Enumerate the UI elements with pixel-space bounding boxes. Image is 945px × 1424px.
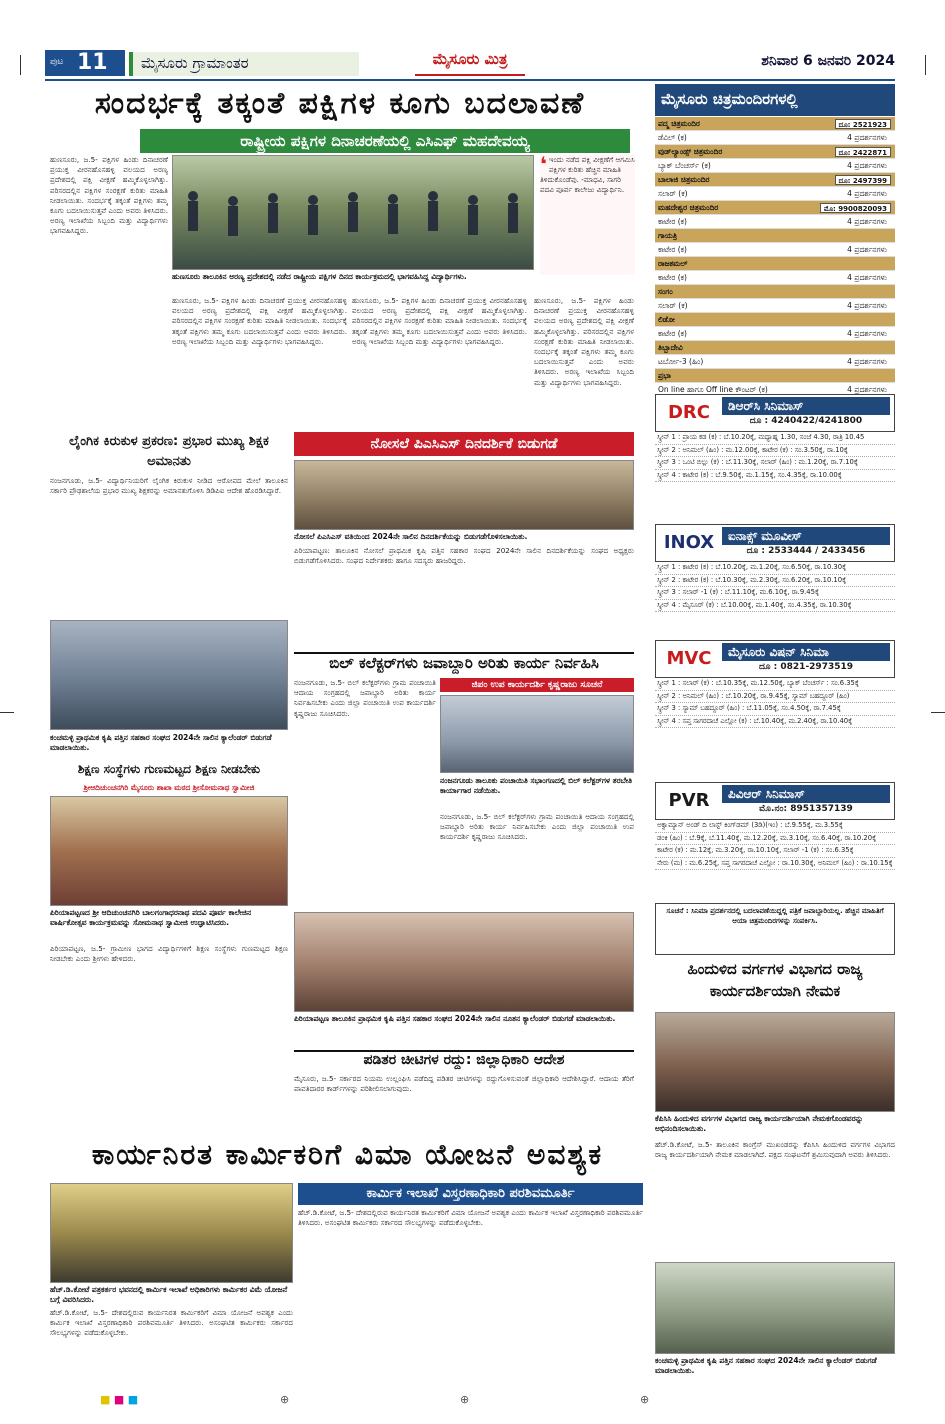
screen-listing: ಸ್ಕ್ರೀನ್ 2 : ಕಾಟೇರ (ಕ) : ಬೆ.10.30ಕ್ಕೆ, ಮ.2.30ಕ್ಕೆ, ಸಂ.6.20ಕ್ಕೆ, ರಾ.10.10ಕ್ಕೆ [655,575,895,588]
theatre-row [655,313,895,327]
story5-caption: ನಂಜನಗೂಡು ತಾಲೂಕು ಪಂಚಾಯಿತಿ ಸಭಾಂಗಣದಲ್ಲಿ ಬಿಲ್ ಕಲೆಕ್ಟರ್‌ಗಳ ತರಬೇತಿ ಕಾರ್ಯಾಗಾರ ನಡೆಯಿತು. [440,776,633,795]
screen-listing: ಸ್ಕ್ರೀನ್ 1 : ಪ್ರಾಯ ಕಡ (ಕ) : ಬೆ.10.20ಕ್ಕೆ, ಮಧ್ಯಾಹ್ನ 1.30, ಸಂಜೆ 4.30, ರಾತ್ರಿ 10.45 [655,432,895,445]
show-count: 4 ಪ್ರದರ್ಶನಗಳು [847,217,887,226]
lead-body-col3: ಹುಣಸೂರು, ಜ.5- ಪಕ್ಷಿಗಳ ಹಿಂಡು ದಿನಾಚರಣೆ ಪ್ರಯುಕ್ತ ವೀರನಹೊಸಹಳ್ಳಿ ವಲಯದ ಅರಣ್ಯ ಪ್ರದೇಶದಲ್ಲಿ ಪಕ್ಷಿ ವೀಕ್ಷಣೆ ಹಮ್ಮಿಕೊಳ್ಳಲಾಗಿತ್ತು. ಪರಿಸರದಲ್ಲಿನ ಪಕ್ಷಿಗಳ ಸಂರಕ್ಷಣೆ ಕುರಿತು ಮಾಹಿತಿ ನೀಡಲಾಯಿತು. ಸಂದರ್ಭಕ್ಕೆ ತಕ್ಕಂತೆ ಪಕ್ಷಿಗಳು ತಮ್ಮ ಕೂಗು ಬದಲಾಯಿಸುತ್ತವೆ ಎಂದು ಅವರು ತಿಳಿಸಿದರು. ಅರಣ್ಯ ಇಲಾಖೆಯ ಸಿಬ್ಬಂದಿ ಮತ್ತು ವಿದ್ಯಾರ್ಥಿಗಳು ಭಾಗವಹಿಸಿದ್ದರು. [352,296,527,346]
chain-logo-icon: INOX [663,532,715,553]
registration-mark-icon: ⊕ [460,1393,470,1406]
theatre-row [655,229,895,243]
film-name: ಕಾಟೇರ (ಕ) [658,273,687,282]
story7-body: ಮೈಸೂರು, ಜ.5- ಸರ್ಕಾರದ ನಿಯಮ ಉಲ್ಲಂಘಿಸಿ ಪಡೆದಿದ್ದ ಪಡಿತರ ಚೀಟಿಗಳನ್ನು ರದ್ದುಗೊಳಿಸುವಂತೆ ಜಿಲ್ಲಾಧಿಕಾರಿ ಆದೇಶಿಸಿದ್ದಾರೆ. ಆದಾಯ ತೆರಿಗೆ ಪಾವತಿದಾರರ ಕಾರ್ಡ್‌ಗಳನ್ನು ಪರಿಶೀಲಿಸಲಾಗುವುದು. [294,1074,634,1094]
film-row [655,159,895,173]
story4-subhead: ಶ್ರೀಆದಿಚುಂಚನಗಿರಿ ಮೈಸೂರು ಶಾಖಾ ಮಠದ ಶ್ರೀಸೋಮನಾಥ ಸ್ವಾಮೀಜಿ [50,782,288,794]
theatre-name: ಬಾಲಾಜಿ ಚಿತ್ರಮಂದಿರ [658,175,710,184]
crop-mark [0,712,14,713]
story7-headline: ಪಡಿತರ ಚೀಟಿಗಳ ರದ್ದು: ಜಿಲ್ಲಾಧಿಕಾರಿ ಆದೇಶ [294,1050,634,1072]
story4-body: ಪಿರಿಯಾಪಟ್ಟಣ, ಜ.5- ಗ್ರಾಮೀಣ ಭಾಗದ ವಿದ್ಯಾರ್ಥಿಗಳಿಗೆ ಶಿಕ್ಷಣ ಸಂಸ್ಥೆಗಳು ಗುಣಮಟ್ಟದ ಶಿಕ್ಷಣ ನೀಡಬೇಕು ಎಂದು ಶ್ರೀಗಳು ಹೇಳಿದರು. [50,944,288,964]
film-name: ಕಾಟೇರ (ಕ) [658,245,687,254]
film-row [655,187,895,201]
show-count: 4 ಪ್ರದರ್ಶನಗಳು [847,301,887,310]
screen-listing: ಸ್ಕ್ರೀನ್ 1 : ಸಲಾರ್ (ಕ) : ಬೆ.10.35ಕ್ಕೆ, ಮ.12.50ಕ್ಕೆ, ಬ್ಯಾಕ್ ಬೆಂಚರ್ಸ್ : ಸಂ.6.35ಕ್ಕೆ [655,678,895,691]
section-title: ಮೈಸೂರು ಗ್ರಾಮಾಂತರ [129,52,359,76]
film-row [655,215,895,229]
theatre-name: ಪ್ರಭಾ [658,371,671,380]
page-word: ಪುಟ [50,57,64,67]
show-count: 4 ಪ್ರದರ್ಶನಗಳು [847,357,887,366]
screen-listing: ಕಾಟೇರ (ಕ) : ಮ.12ಕ್ಕೆ, ಮ.3.20ಕ್ಕೆ, ರಾ.10.10ಕ್ಕೆ, ಸಲಾರ್ -1 (ಕ) : ಸಂ.6.35ಕ್ಕೆ [655,845,895,858]
color-bar-icon: ■ ■ ■ [100,1393,139,1406]
theatre-name: ಮಹದೇಶ್ವರ ಚಿತ್ರಮಂದಿರ [658,203,719,212]
lead-headline: ಸಂದರ್ಭಕ್ಕೆ ತಕ್ಕಂತೆ ಪಕ್ಷಿಗಳ ಕೂಗು ಬದಲಾವಣೆ [94,86,586,121]
chain-logo-icon: DRC [667,402,710,423]
right-story-headline: ಹಿಂದುಳಿದ ವರ್ಗಗಳ ವಿಭಾಗದ ರಾಜ್ಯ ಕಾರ್ಯದರ್ಶಿಯಾಗಿ ನೇಮಕ [687,960,863,1000]
screen-listing: ನೇರು (ಮ) : ಮ.6.25ಕ್ಕೆ, ಸಪ್ತ ಸಾಗರದಾಚೆ ಎಲ್ಲೋ : ರಾ.10.30ಕ್ಕೆ, ಅನಿಮಲ್ (ಹಿಂ) : ರಾ.10.15ಕ್ಕೆ [655,858,895,871]
chain-phone: ದೂ : 2533444 / 2433456 [746,546,866,556]
show-count: 4 ಪ್ರದರ್ಶನಗಳು [847,329,887,338]
film-row [655,271,895,285]
screen-listing: ಸ್ಕ್ರೀನ್ 2 : ಅನಿಮಲ್ (ಹಿಂ) : ಮ.12.00ಕ್ಕೆ, ಕಾಟೇರ (ಕ) : ಸಂ.3.50ಕ್ಕೆ, ರಾ.10ಕ್ಕೆ [655,445,895,458]
story5-photo [440,695,634,773]
lead-photo [172,155,534,270]
screen-listing: ಸ್ಕ್ರೀನ್ 4 : ಕಾಟೇರ (ಕ) : ಬೆ.9.50ಕ್ಕೆ, ಮ.1.15ಕ್ಕೆ, ಸಂ.4.35ಕ್ಕೆ, ರಾ.10.00ಕ್ಕೆ [655,470,895,483]
chain-phone: ಮೊ.ನಂ: 8951357139 [759,804,853,814]
screen-listing: ಸ್ಕ್ರೀನ್ 2 : ಅನಿಮಲ್ (ಹಿಂ) : ಬೆ.10.20ಕ್ಕೆ, ರಾ.9.45ಕ್ಕೆ, ಸ್ಯಾಮ್ ಬಹದ್ದೂರ್ (ಹಿಂ) [655,691,895,704]
theatre-phone: ದೂ: 2521923 [835,119,891,129]
cinema-chain-mvc [655,640,895,780]
right-story-caption: ಕೆಪಿಸಿಸಿ ಹಿಂದುಳಿದ ವರ್ಗಗಳ ವಿಭಾಗದ ರಾಜ್ಯ ಕಾರ್ಯದರ್ಶಿಯಾಗಿ ನೇಮಕಗೊಂಡವರನ್ನು ಅಭಿನಂದಿಸಲಾಯಿತು. [655,1114,864,1133]
screen-listing: ಸ್ಕ್ರೀನ್ 4 : ಸಪ್ತ ಸಾಗರದಾಚೆ ಎಲ್ಲೋ (ಕ) : ಬೆ.10.40ಕ್ಕೆ, ಮ.2.40ಕ್ಕೆ, ರಾ.10.40ಕ್ಕೆ [655,716,895,729]
cinema-section-title: ಮೈಸೂರು ಚಿತ್ರಮಂದಿರಗಳಲ್ಲಿ [655,84,895,116]
page-number: 11 [77,50,108,75]
show-count: 4 ಪ್ರದರ್ಶನಗಳು [847,273,887,282]
film-row [655,355,895,369]
header-rule [45,79,895,81]
chain-name: ಪಿವಿಆರ್ ಸಿನಿಮಾಸ್ [722,785,890,803]
film-row [655,299,895,313]
film-row [655,131,895,145]
show-count: 4 ಪ್ರದರ್ಶನಗಳು [847,385,887,394]
story5-body-cont: ನಂಜನಗೂಡು, ಜ.5- ಬಿಲ್ ಕಲೆಕ್ಟರ್‌ಗಳು ಗ್ರಾಮ ಪಂಚಾಯಿತಿ ಆದಾಯ ಸಂಗ್ರಹದಲ್ಲಿ ಜವಾಬ್ದಾರಿ ಅರಿತು ಕಾರ್ಯ ನಿರ್ವಹಿಸಬೇಕು ಎಂದು ಜಿಲ್ಲಾ ಪಂಚಾಯಿತಿ ಉಪ ಕಾರ್ಯದರ್ಶಿ ಕೃಷ್ಣರಾಜು ಸೂಚಿಸಿದರು. [440,812,634,842]
chain-header [655,394,895,432]
registration-mark-icon: ⊕ [640,1393,650,1406]
story4-headline: ಶಿಕ್ಷಣ ಸಂಸ್ಥೆಗಳು ಗುಣಮಟ್ಟದ ಶಿಕ್ಷಣ ನೀಡಬೇಕು [77,762,261,776]
story6-caption: ಪಿರಿಯಾಪಟ್ಟಣ ತಾಲೂಕಿನ ಪ್ರಾಥಮಿಕ ಕೃಷಿ ಪತ್ತಿನ ಸಹಕಾರ ಸಂಘದ 2024ನೇ ಸಾಲಿನ ನೂತನ ಕ್ಯಾಲೆಂಡರ್ ಬಿಡುಗಡೆ ಮಾಡಲಾಯಿತು. [294,1014,616,1023]
story5-subhead: ಜಿಪಂ ಉಪ ಕಾರ್ಯದರ್ಶಿ ಕೃಷ್ಣರಾಜು ಸೂಚನೆ [440,678,634,692]
screen-listing: ಸ್ಕ್ರೀನ್ 4 : ಮೈಸೂರ್ (ಕ) : ಬೆ.10.00ಕ್ಕೆ, ಮ.1.40ಕ್ಕೆ, ಸಂ.4.35ಕ್ಕೆ, ರಾ.10.30ಕ್ಕೆ [655,600,895,613]
chain-name: ಮೈಸೂರು ವಿಷನ್ ಸಿನಿಮಾ [722,643,890,661]
show-count: 4 ಪ್ರದರ್ಶನಗಳು [847,189,887,198]
lead-photo-caption: ಹುಣಸೂರು ತಾಲೂಕಿನ ಅರಣ್ಯ ಪ್ರದೇಶದಲ್ಲಿ ನಡೆದ ರಾಷ್ಟ್ರೀಯ ಪಕ್ಷಿಗಳ ದಿನದ ಕಾರ್ಯಕ್ರಮದಲ್ಲಿ ಭಾಗವಹಿಸಿದ್ದ ವಿದ್ಯಾರ್ಥಿಗಳು. [172,272,467,281]
lead-quote [540,155,635,275]
lead-body-col1: ಹುಣಸೂರು, ಜ.5- ಪಕ್ಷಿಗಳ ಹಿಂಡು ದಿನಾಚರಣೆ ಪ್ರಯುಕ್ತ ವೀರನಹೊಸಹಳ್ಳಿ ವಲಯದ ಅರಣ್ಯ ಪ್ರದೇಶದಲ್ಲಿ ಪಕ್ಷಿ ವೀಕ್ಷಣೆ ಹಮ್ಮಿಕೊಳ್ಳಲಾಗಿತ್ತು. ಪರಿಸರದಲ್ಲಿನ ಪಕ್ಷಿಗಳ ಸಂರಕ್ಷಣೆ ಕುರಿತು ಮಾಹಿತಿ ನೀಡಲಾಯಿತು. ಸಂದರ್ಭಕ್ಕೆ ತಕ್ಕಂತೆ ಪಕ್ಷಿಗಳು ತಮ್ಮ ಕೂಗು ಬದಲಾಯಿಸುತ್ತವೆ ಎಂದು ಅವರು ತಿಳಿಸಿದರು. ಅರಣ್ಯ ಇಲಾಖೆಯ ಸಿಬ್ಬಂದಿ ಮತ್ತು ವಿದ್ಯಾರ್ಥಿಗಳು ಭಾಗವಹಿಸಿದ್ದರು. [50,155,168,236]
show-count: 4 ಪ್ರದರ್ಶನಗಳು [847,133,887,142]
bottom-banner-headline: ಕಾರ್ಯನಿರತ ಕಾರ್ಮಿಕರಿಗೆ ವಿಮಾ ಯೋಜನೆ ಅವಶ್ಯಕ [91,1138,604,1171]
story2-headline: ನೋಸಲೆ ಪಿಎಸಿಎಸ್ ದಿನದರ್ಶಿಕೆ ಬಿಡುಗಡೆ [294,432,634,456]
right-story2-caption: ಕಂಚಮಳ್ಳಿ ಪ್ರಾಥಮಿಕ ಕೃಷಿ ಪತ್ತಿನ ಸಹಕಾರ ಸಂಘದ 2024ನೇ ಸಾಲಿನ ಕ್ಯಾಲೆಂಡರ್ ಬಿಡುಗಡೆ ಮಾಡಲಾಯಿತು. [655,1356,877,1375]
masthead-brand: ಮೈಸೂರು ಮಿತ್ರ [415,50,525,76]
film-name: ಡೆವಿಲ್ (ಕ) [658,133,687,142]
theatre-row [655,117,895,131]
crop-mark [931,712,945,713]
registration-mark-icon: ⊕ [280,1393,290,1406]
chain-logo-icon: MVC [666,648,712,669]
theatre-name: ಸಂಗಂ [658,287,673,296]
film-name: ಕಾಟೇರ (ಕ) [658,217,687,226]
right-story-body: ಹೆಚ್.ಡಿ.ಕೋಟೆ, ಜ.5- ತಾಲೂಕಿನ ಕಾಂಗ್ರೆಸ್ ಮುಖಂಡರನ್ನು ಕೆಪಿಸಿಸಿ ಹಿಂದುಳಿದ ವರ್ಗಗಳ ವಿಭಾಗದ ರಾಜ್ಯ ಕಾರ್ಯದರ್ಶಿಯಾಗಿ ನೇಮಕ ಮಾಡಲಾಗಿದೆ. ಪಕ್ಷದ ಸಂಘಟನೆಗೆ ಶ್ರಮಿಸುವುದಾಗಿ ಅವರು ತಿಳಿಸಿದರು. [655,1140,895,1160]
story2-photo [294,460,634,530]
theatre-name: ಗಾಯತ್ರಿ [658,231,678,240]
theatre-name: ಲಿಡೋ [658,315,675,324]
right-story2-photo [655,1262,895,1354]
cinema-chain-drc [655,394,895,522]
story5-body: ನಂಜನಗೂಡು, ಜ.5- ಬಿಲ್ ಕಲೆಕ್ಟರ್‌ಗಳು ಗ್ರಾಮ ಪಂಚಾಯಿತಿ ಆದಾಯ ಸಂಗ್ರಹದಲ್ಲಿ ಜವಾಬ್ದಾರಿ ಅರಿತು ಕಾರ್ಯ ನಿರ್ವಹಿಸಬೇಕು ಎಂದು ಜಿಲ್ಲಾ ಪಂಚಾಯಿತಿ ಉಪ ಕಾರ್ಯದರ್ಶಿ ಕೃಷ್ಣರಾಜು ಸೂಚಿಸಿದರು. [294,678,436,718]
story4-caption: ಪಿರಿಯಾಪಟ್ಟಣದ ಶ್ರೀ ಆದಿಚುಂಚನಗಿರಿ ಬಾಲಗಂಗಾಧರನಾಥ ಪದವಿ ಪೂರ್ವ ಕಾಲೇಜಿನ ವಾರ್ಷಿಕೋತ್ಸವ ಕಾರ್ಯಕ್ರಮವನ್ನು ಸೋಮನಾಥ ಸ್ವಾಮೀಜಿ ಉದ್ಘಾಟಿಸಿದರು. [50,908,252,927]
bottom-banner-subhead: ಕಾರ್ಮಿಕ ಇಲಾಖೆ ವಿಸ್ತರಣಾಧಿಕಾರಿ ಪರಶಿವಮೂರ್ತಿ [298,1183,643,1205]
theatre-row [655,341,895,355]
theatre-phone: ಮೊ: 9900820093 [820,203,891,213]
screen-listing: ಅಕ್ವಾಮ್ಯಾನ್ ಅಂಡ್ ದಿ ಲಾಸ್ಟ್ ಕಿಂಗ್‌ಡಮ್ (3ಡಿ)(ಇಂ) : ಬೆ.9.55ಕ್ಕೆ, ಮ.3.55ಕ್ಕೆ [655,820,895,833]
theatre-row [655,257,895,271]
film-row [655,327,895,341]
chain-name: ಡಿಆರ್‌ಸಿ ಸಿನಿಮಾಸ್ [722,397,890,415]
story2-body: ಪಿರಿಯಾಪಟ್ಟಣ: ತಾಲೂಕಿನ ನೋಸಲೆ ಪ್ರಾಥಮಿಕ ಕೃಷಿ ಪತ್ತಿನ ಸಹಕಾರ ಸಂಘದ 2024ನೇ ಸಾಲಿನ ದಿನದರ್ಶಿಕೆಯನ್ನು ಸಂಘದ ಅಧ್ಯಕ್ಷರು ಬಿಡುಗಡೆಗೊಳಿಸಿದರು. ಸಂಘದ ನಿರ್ದೇಶಕರು ಹಾಗೂ ಸದಸ್ಯರು ಹಾಜರಿದ್ದರು. [294,546,634,566]
show-count: 4 ಪ್ರದರ್ಶನಗಳು [847,161,887,170]
film-name: ಸಲಾರ್ (ಕ) [658,189,688,198]
screen-listing: ಸ್ಕ್ರೀನ್ 3 : ಸಲಾರ್ -1 (ಕ) : ಬೆ.11.10ಕ್ಕೆ, ಮ.6.10ಕ್ಕೆ, ರಾ.9.45ಕ್ಕೆ [655,587,895,600]
story3-caption: ಕಂಚಮಳ್ಳಿ ಪ್ರಾಥಮಿಕ ಕೃಷಿ ಪತ್ತಿನ ಸಹಕಾರ ಸಂಘದ 2024ನೇ ಸಾಲಿನ ಕ್ಯಾಲೆಂಡರ್ ಬಿಡುಗಡೆ ಮಾಡಲಾಯಿತು. [50,733,272,752]
cinema-chain-inox [655,524,895,638]
right-story-photo [655,1012,895,1112]
chain-header [655,524,895,562]
screen-listing: ಸ್ಕ್ರೀನ್ 3 : ಒಂಟಿ ಬಿಲ್ಲು (ಕ) : ಬೆ.11.30ಕ್ಕೆ, ಸಲಾರ್ (ಹಿಂ) : ಮ.1.20ಕ್ಕೆ, ರಾ.7.10ಕ್ಕೆ [655,457,895,470]
crop-mark [925,55,926,75]
page-header [45,50,895,78]
theatre-list [655,117,895,397]
film-name: ಬ್ಯಾಕ್ ಬೆಂಚರ್ಸ್ (ಕ) [658,161,711,170]
film-name: ಟರ್ಬೋ-3 (ಹಿಂ) [658,357,704,366]
theatre-name: ವುಡ್‌ಲ್ಯಾಂಡ್ಸ್ ಚಿತ್ರಮಂದಿರ [658,147,723,156]
chain-header [655,782,895,820]
film-name: ಕಾಟೇರ (ಕ) [658,329,687,338]
crop-mark [20,55,21,75]
story2-caption: ನೋಸಲೆ ಪಿಎಸಿಎಸ್ ವತಿಯಿಂದ 2024ನೇ ಸಾಲಿನ ದಿನದರ್ಶಿಕೆಯನ್ನು ಬಿಡುಗಡೆಗೊಳಿಸಲಾಯಿತು. [294,532,528,541]
film-row [655,243,895,257]
theatre-name: ರಾಜಕಮಲ್ [658,259,688,268]
story1-headline: ಲೈಂಗಿಕ ಕಿರುಕುಳ ಪ್ರಕರಣ: ಪ್ರಭಾರ ಮುಖ್ಯ ಶಿಕ್ಷಕ ಅಮಾನತು [69,434,269,469]
cinema-notice: ಸೂಚನೆ : ಸಿನಿಮಾ ಪ್ರದರ್ಶನದಲ್ಲಿ ಬದಲಾವಣೆಯಿದ್ದಲ್ಲಿ ಪತ್ರಿಕೆ ಜವಾಬ್ದಾರಿಯಲ್ಲ. ಹೆಚ್ಚಿನ ಮಾಹಿತಿಗೆ ಆಯಾ ಚಿತ್ರಮಂದಿರಗಳನ್ನು ಸಂಪರ್ಕಿಸಿ. [655,903,895,955]
group-photo-figures [173,156,534,270]
chain-phone: ದೂ : 0821-2973519 [758,662,854,672]
lead-body-col4: ಹುಣಸೂರು, ಜ.5- ಪಕ್ಷಿಗಳ ಹಿಂಡು ದಿನಾಚರಣೆ ಪ್ರಯುಕ್ತ ವೀರನಹೊಸಹಳ್ಳಿ ವಲಯದ ಅರಣ್ಯ ಪ್ರದೇಶದಲ್ಲಿ ಪಕ್ಷಿ ವೀಕ್ಷಣೆ ಹಮ್ಮಿಕೊಳ್ಳಲಾಗಿತ್ತು. ಪರಿಸರದಲ್ಲಿನ ಪಕ್ಷಿಗಳ ಸಂರಕ್ಷಣೆ ಕುರಿತು ಮಾಹಿತಿ ನೀಡಲಾಯಿತು. ಸಂದರ್ಭಕ್ಕೆ ತಕ್ಕಂತೆ ಪಕ್ಷಿಗಳು ತಮ್ಮ ಕೂಗು ಬದಲಾಯಿಸುತ್ತವೆ ಎಂದು ಅವರು ತಿಳಿಸಿದರು. ಅರಣ್ಯ ಇಲಾಖೆಯ ಸಿಬ್ಬಂದಿ ಮತ್ತು ವಿದ್ಯಾರ್ಥಿಗಳು ಭಾಗವಹಿಸಿದ್ದರು. [534,296,634,387]
bottom-banner-body2: ಹೆಚ್.ಡಿ.ಕೋಟೆ, ಜ.5- ದೇಶದಲ್ಲಿರುವ ಕಾರ್ಯನಿರತ ಕಾರ್ಮಿಕರಿಗೆ ವಿಮಾ ಯೋಜನೆ ಅವಶ್ಯಕ ಎಂದು ಕಾರ್ಮಿಕ ಇಲಾಖೆ ವಿಸ್ತರಣಾಧಿಕಾರಿ ಪರಶಿವಮೂರ್ತಿ ತಿಳಿಸಿದರು. ಅಸಂಘಟಿತ ಕಾರ್ಮಿಕರು ಸರ್ಕಾರದ ಸೌಲಭ್ಯಗಳನ್ನು ಪಡೆದುಕೊಳ್ಳಬೇಕು. [298,1208,643,1228]
screen-listing: ಸ್ಕ್ರೀನ್ 1 : ಕಾಟೇರ (ಕ) : ಬೆ.10.20ಕ್ಕೆ, ಮ.1.20ಕ್ಕೆ, ಸಂ.6.50ಕ್ಕೆ, ರಾ.10.30ಕ್ಕೆ [655,562,895,575]
film-name: On line ಹಾಗೂ Off line ಕೌಂಟರ್ (ಕ) [658,385,768,394]
film-name: ಸಲಾರ್ (ಕ) [658,301,688,310]
show-count: 4 ಪ್ರದರ್ಶನಗಳು [847,245,887,254]
lead-subhead: ರಾಷ್ಟ್ರೀಯ ಪಕ್ಷಿಗಳ ದಿನಾಚರಣೆಯಲ್ಲಿ ಎಸಿಎಫ್ ಮಹದೇವಯ್ಯ [140,129,630,153]
screen-listing: ಸ್ಕ್ರೀನ್ 3 : ಸ್ಯಾಮ್ ಬಹದ್ದೂರ್ (ಹಿಂ) : ಬೆ.11.05ಕ್ಕೆ, ಸಂ.4.50ಕ್ಕೆ, ರಾ.7.45ಕ್ಕೆ [655,703,895,716]
story6-photo [294,912,634,1012]
quote-mark-icon: ❛ [540,155,547,176]
cinema-chain-pvr [655,782,895,900]
theatre-row [655,285,895,299]
lead-body-col2: ಹುಣಸೂರು, ಜ.5- ಪಕ್ಷಿಗಳ ಹಿಂಡು ದಿನಾಚರಣೆ ಪ್ರಯುಕ್ತ ವೀರನಹೊಸಹಳ್ಳಿ ವಲಯದ ಅರಣ್ಯ ಪ್ರದೇಶದಲ್ಲಿ ಪಕ್ಷಿ ವೀಕ್ಷಣೆ ಹಮ್ಮಿಕೊಳ್ಳಲಾಗಿತ್ತು. ಪರಿಸರದಲ್ಲಿನ ಪಕ್ಷಿಗಳ ಸಂರಕ್ಷಣೆ ಕುರಿತು ಮಾಹಿತಿ ನೀಡಲಾಯಿತು. ಸಂದರ್ಭಕ್ಕೆ ತಕ್ಕಂತೆ ಪಕ್ಷಿಗಳು ತಮ್ಮ ಕೂಗು ಬದಲಾಯಿಸುತ್ತವೆ ಎಂದು ಅವರು ತಿಳಿಸಿದರು. ಅರಣ್ಯ ಇಲಾಖೆಯ ಸಿಬ್ಬಂದಿ ಮತ್ತು ವಿದ್ಯಾರ್ಥಿಗಳು ಭಾಗವಹಿಸಿದ್ದರು. [172,296,347,346]
story3-photo [50,620,288,730]
lead-quote-text: ಇಂದು ನಡೆದ ಪಕ್ಷಿ ವೀಕ್ಷಣೆಗೆ ಆಗಮಿಸಿ ಪಕ್ಷಿಗಳ ಕುರಿತು ಹೆಚ್ಚಿನ ಮಾಹಿತಿ ತಿಳಿದುಕೊಂಡೆವು. -ಮಾಧವಿ, ಸಾಗರಿ ಪದವಿ ಪೂರ್ವ ಕಾಲೇಜು ವಿದ್ಯಾರ್ಥಿನಿ. [540,155,635,194]
story4-photo [50,796,288,906]
chain-name: ಐನಾಕ್ಸ್ ಮೂವೀಸ್ [722,527,890,545]
theatre-row [655,201,895,215]
theatre-row [655,145,895,159]
chain-header [655,640,895,678]
bottom-banner-body1: ಹೆಚ್.ಡಿ.ಕೋಟೆ, ಜ.5- ದೇಶದಲ್ಲಿರುವ ಕಾರ್ಯನಿರತ ಕಾರ್ಮಿಕರಿಗೆ ವಿಮಾ ಯೋಜನೆ ಅವಶ್ಯಕ ಎಂದು ಕಾರ್ಮಿಕ ಇಲಾಖೆ ವಿಸ್ತರಣಾಧಿಕಾರಿ ಪರಶಿವಮೂರ್ತಿ ತಿಳಿಸಿದರು. ಅಸಂಘಟಿತ ಕಾರ್ಮಿಕರು ಸರ್ಕಾರದ ಸೌಲಭ್ಯಗಳನ್ನು ಪಡೆದುಕೊಳ್ಳಬೇಕು. [50,1308,293,1338]
dateline: ಶನಿವಾರ 6 ಜನವರಿ 2024 [761,53,895,69]
bottom-banner-photo [50,1183,293,1283]
theatre-phone: ದೂ: 2422871 [835,147,891,157]
screen-listing: ಡಂಕಿ (ಹಿಂ) : ಬೆ.9ಕ್ಕೆ, ಬೆ.11.40ಕ್ಕೆ, ಮ.12.20ಕ್ಕೆ, ಮ.3.10ಕ್ಕೆ, ಸಂ.6.40ಕ್ಕೆ, ರಾ.10.20ಕ್ಕೆ [655,833,895,846]
theatre-name: ತಿಬ್ಬಾದೇವಿ [658,343,683,352]
theatre-row [655,173,895,187]
story5-headline: ಬಿಲ್ ಕಲೆಕ್ಟರ್‌ಗಳು ಜವಾಬ್ದಾರಿ ಅರಿತು ಕಾರ್ಯ ನಿರ್ವಹಿಸಿ [294,652,634,676]
chain-logo-icon: PVR [668,790,710,811]
story1-body: ನಂಜನಗೂಡು, ಜ.5- ವಿದ್ಯಾರ್ಥಿನಿಯರಿಗೆ ಲೈಂಗಿಕ ಕಿರುಕುಳ ನೀಡಿದ ಆರೋಪದ ಮೇಲೆ ತಾಲೂಕಿನ ಸರ್ಕಾರಿ ಪ್ರೌಢಶಾಲೆಯ ಪ್ರಭಾರ ಮುಖ್ಯ ಶಿಕ್ಷಕರನ್ನು ಅಮಾನತುಗೊಳಿಸಿ ಡಿಡಿಪಿಐ ಆದೇಶ ಹೊರಡಿಸಿದ್ದಾರೆ. [50,476,288,496]
theatre-row [655,369,895,383]
theatre-name: ಪದ್ಮ ಚಿತ್ರಮಂದಿರ [658,119,700,128]
theatre-phone: ದೂ: 2497399 [835,175,891,185]
page-number-box [45,50,125,76]
bottom-banner-caption: ಹೆಚ್.ಡಿ.ಕೋಟೆ ಪತ್ರಕರ್ತರ ಭವನದಲ್ಲಿ ಕಾರ್ಮಿಕ ಇಲಾಖೆ ಅಧಿಕಾರಿಗಳು ಕಾರ್ಮಿಕರ ವಿಮೆ ಯೋಜನೆ ಬಗ್ಗೆ ವಿವರಿಸಿದರು. [50,1285,288,1304]
chain-phone: ದೂ : 4240422/4241800 [749,416,863,426]
